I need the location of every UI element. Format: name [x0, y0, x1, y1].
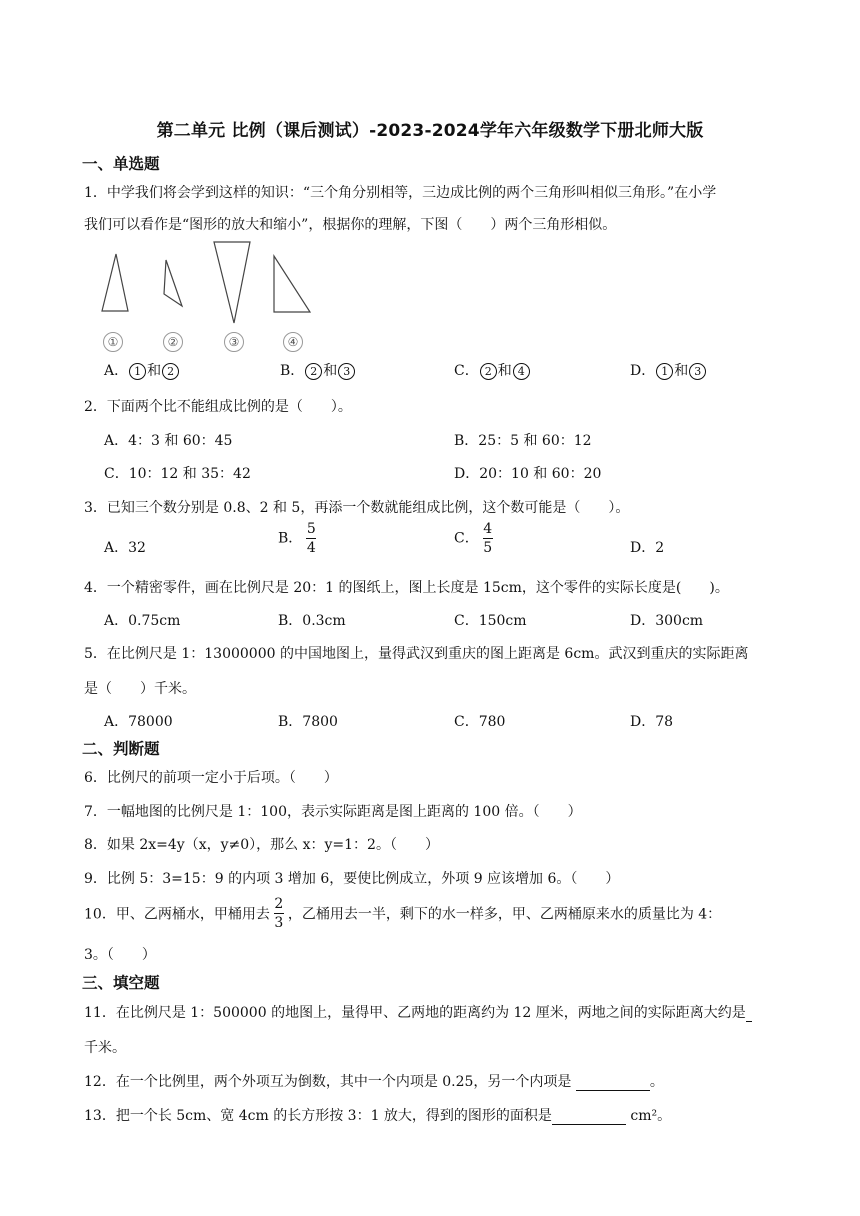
- q3-option-c[interactable]: [454, 521, 497, 556]
- fraction-bar: [306, 538, 316, 539]
- answer-blank[interactable]: [746, 1005, 752, 1022]
- section-heading-single-choice: 一、单选题: [82, 155, 160, 173]
- figure-label-4: ④: [283, 332, 303, 352]
- circled-number: 2: [305, 363, 322, 380]
- page-title: 第二单元 比例（课后测试）-2023-2024学年六年级数学下册北师大版: [156, 121, 704, 141]
- option-letter: B．: [278, 530, 303, 547]
- figure-label-2: ②: [163, 332, 183, 352]
- question-4-stem: 4．一个精密零件，画在比例尺是 20：1 的图纸上，图上长度是 15cm，这个零件的实际长度是( )。: [84, 580, 729, 596]
- question-7: 7．一幅地图的比例尺是 1：100，表示实际距离是图上距离的 100 倍。（ ）: [84, 804, 582, 820]
- q12-end: 。: [649, 1074, 664, 1090]
- question-5-line-1: 5．在比例尺是 1：13000000 的中国地图上，量得武汉到重庆的图上距离是 6cm。武汉到重庆的实际距离: [84, 646, 749, 662]
- answer-blank[interactable]: [576, 1074, 650, 1091]
- numerator: 2: [274, 896, 284, 912]
- circled-number: 2: [162, 363, 179, 380]
- q1-option-b[interactable]: [280, 360, 356, 380]
- triangle-3: [214, 242, 250, 323]
- section-heading-fill-blank: 三、填空题: [82, 974, 160, 992]
- question-11-line-1: [84, 1002, 752, 1022]
- question-8: 8．如果 2x=4y（x，y≠0），那么 x：y=1：2。（ ）: [84, 837, 439, 853]
- q2-option-b[interactable]: B．25：5 和 60：12: [454, 433, 592, 449]
- question-5-line-2: 是（ ）千米。: [84, 681, 196, 697]
- q13-text: 13．把一个长 5cm、宽 4cm 的长方形按 3：1 放大，得到的图形的面积是: [84, 1108, 552, 1124]
- option-letter: D．: [630, 363, 656, 379]
- q11-text: 11．在比例尺是 1：500000 的地图上，量得甲、乙两地的距离约为 12 厘米，两地之间的实际距离大约是: [84, 1005, 746, 1021]
- triangle-2: [164, 260, 182, 306]
- option-letter: C．: [454, 363, 479, 379]
- circled-number: 4: [513, 363, 530, 380]
- question-6: 6．比例尺的前项一定小于后项。（ ）: [84, 770, 338, 786]
- triangles-figure: [96, 236, 326, 336]
- option-connector: 和: [497, 363, 512, 379]
- figure-label-3: ③: [224, 332, 244, 352]
- q2-option-d[interactable]: D．20：10 和 60：20: [454, 466, 602, 482]
- question-2-stem: 2．下面两个比不能组成比例的是（ ）。: [84, 399, 352, 415]
- option-letter: C．: [454, 530, 479, 547]
- circled-number: 1: [656, 363, 673, 380]
- question-10-line-2: 3。（ ）: [84, 947, 156, 963]
- q4-option-a[interactable]: A．0.75cm: [104, 613, 181, 629]
- q5-option-c[interactable]: C．780: [454, 714, 506, 730]
- q5-option-d[interactable]: D．78: [630, 714, 674, 730]
- triangle-1: [102, 254, 128, 311]
- q1-option-d[interactable]: [630, 360, 707, 380]
- circled-number: 2: [480, 363, 497, 380]
- q4-option-d[interactable]: D．300cm: [630, 613, 704, 629]
- option-letter: A．: [104, 363, 129, 379]
- q1-option-a[interactable]: [104, 360, 180, 380]
- question-10-line-1: [84, 896, 721, 931]
- fraction-bar: [274, 913, 284, 914]
- figure-label-1: ①: [103, 332, 123, 352]
- triangle-4: [274, 256, 310, 312]
- q3-option-b[interactable]: [278, 521, 320, 556]
- question-1-line-1: 1．中学我们将会学到这样的知识：“三个角分别相等，三边成比例的两个三角形叫相似三角形。”在小学: [84, 185, 717, 201]
- option-connector: 和: [323, 363, 338, 379]
- q4-option-b[interactable]: B．0.3cm: [278, 613, 346, 629]
- circled-number: 3: [689, 363, 706, 380]
- q12-text: 12．在一个比例里，两个外项互为倒数，其中一个内项是 0.25，另一个内项是: [84, 1074, 572, 1090]
- q4-option-c[interactable]: C．150cm: [454, 613, 527, 629]
- q5-option-a[interactable]: A．78000: [104, 714, 173, 730]
- question-3-stem: 3．已知三个数分别是 0.8、2 和 5，再添一个数就能组成比例，这个数可能是（ ）。: [84, 500, 630, 516]
- question-12: [84, 1071, 664, 1091]
- q5-option-b[interactable]: B．7800: [278, 714, 338, 730]
- denominator: 3: [274, 915, 284, 931]
- circled-number: 1: [129, 363, 146, 380]
- option-connector: 和: [674, 363, 689, 379]
- q1-option-c[interactable]: [454, 360, 531, 380]
- circled-number: 3: [338, 363, 355, 380]
- fraction-bar: [483, 538, 493, 539]
- option-connector: 和: [147, 363, 162, 379]
- q2-option-a[interactable]: A．4：3 和 60：45: [104, 433, 233, 449]
- fraction: [306, 521, 316, 556]
- question-1-line-2: 我们可以看作是“图形的放大和缩小”，根据你的理解，下图（ ）两个三角形相似。: [84, 217, 617, 233]
- answer-blank[interactable]: [552, 1108, 626, 1125]
- q13-unit: cm²。: [630, 1108, 672, 1124]
- option-letter: B．: [280, 363, 305, 379]
- q10-text-before: 10．甲、乙两桶水，甲桶用去: [84, 906, 270, 923]
- q10-text-after: ，乙桶用去一半，剩下的水一样多，甲、乙两桶原来水的质量比为 4：: [287, 906, 722, 923]
- question-11-line-2: 千米。: [84, 1040, 126, 1056]
- denominator: 5: [483, 540, 493, 556]
- fraction: [274, 896, 284, 931]
- fraction: [483, 521, 493, 556]
- q3-option-a[interactable]: A．32: [104, 540, 146, 556]
- section-heading-true-false: 二、判断题: [82, 740, 160, 758]
- question-9: 9．比例 5：3=15：9 的内项 3 增加 6，要使比例成立，外项 9 应该增加 6。（ ）: [84, 871, 620, 887]
- question-13: [84, 1105, 671, 1125]
- q3-option-d[interactable]: D．2: [630, 540, 665, 556]
- q2-option-c[interactable]: C．10：12 和 35：42: [104, 466, 251, 482]
- denominator: 4: [306, 540, 316, 556]
- numerator: 4: [483, 521, 493, 537]
- numerator: 5: [306, 521, 316, 537]
